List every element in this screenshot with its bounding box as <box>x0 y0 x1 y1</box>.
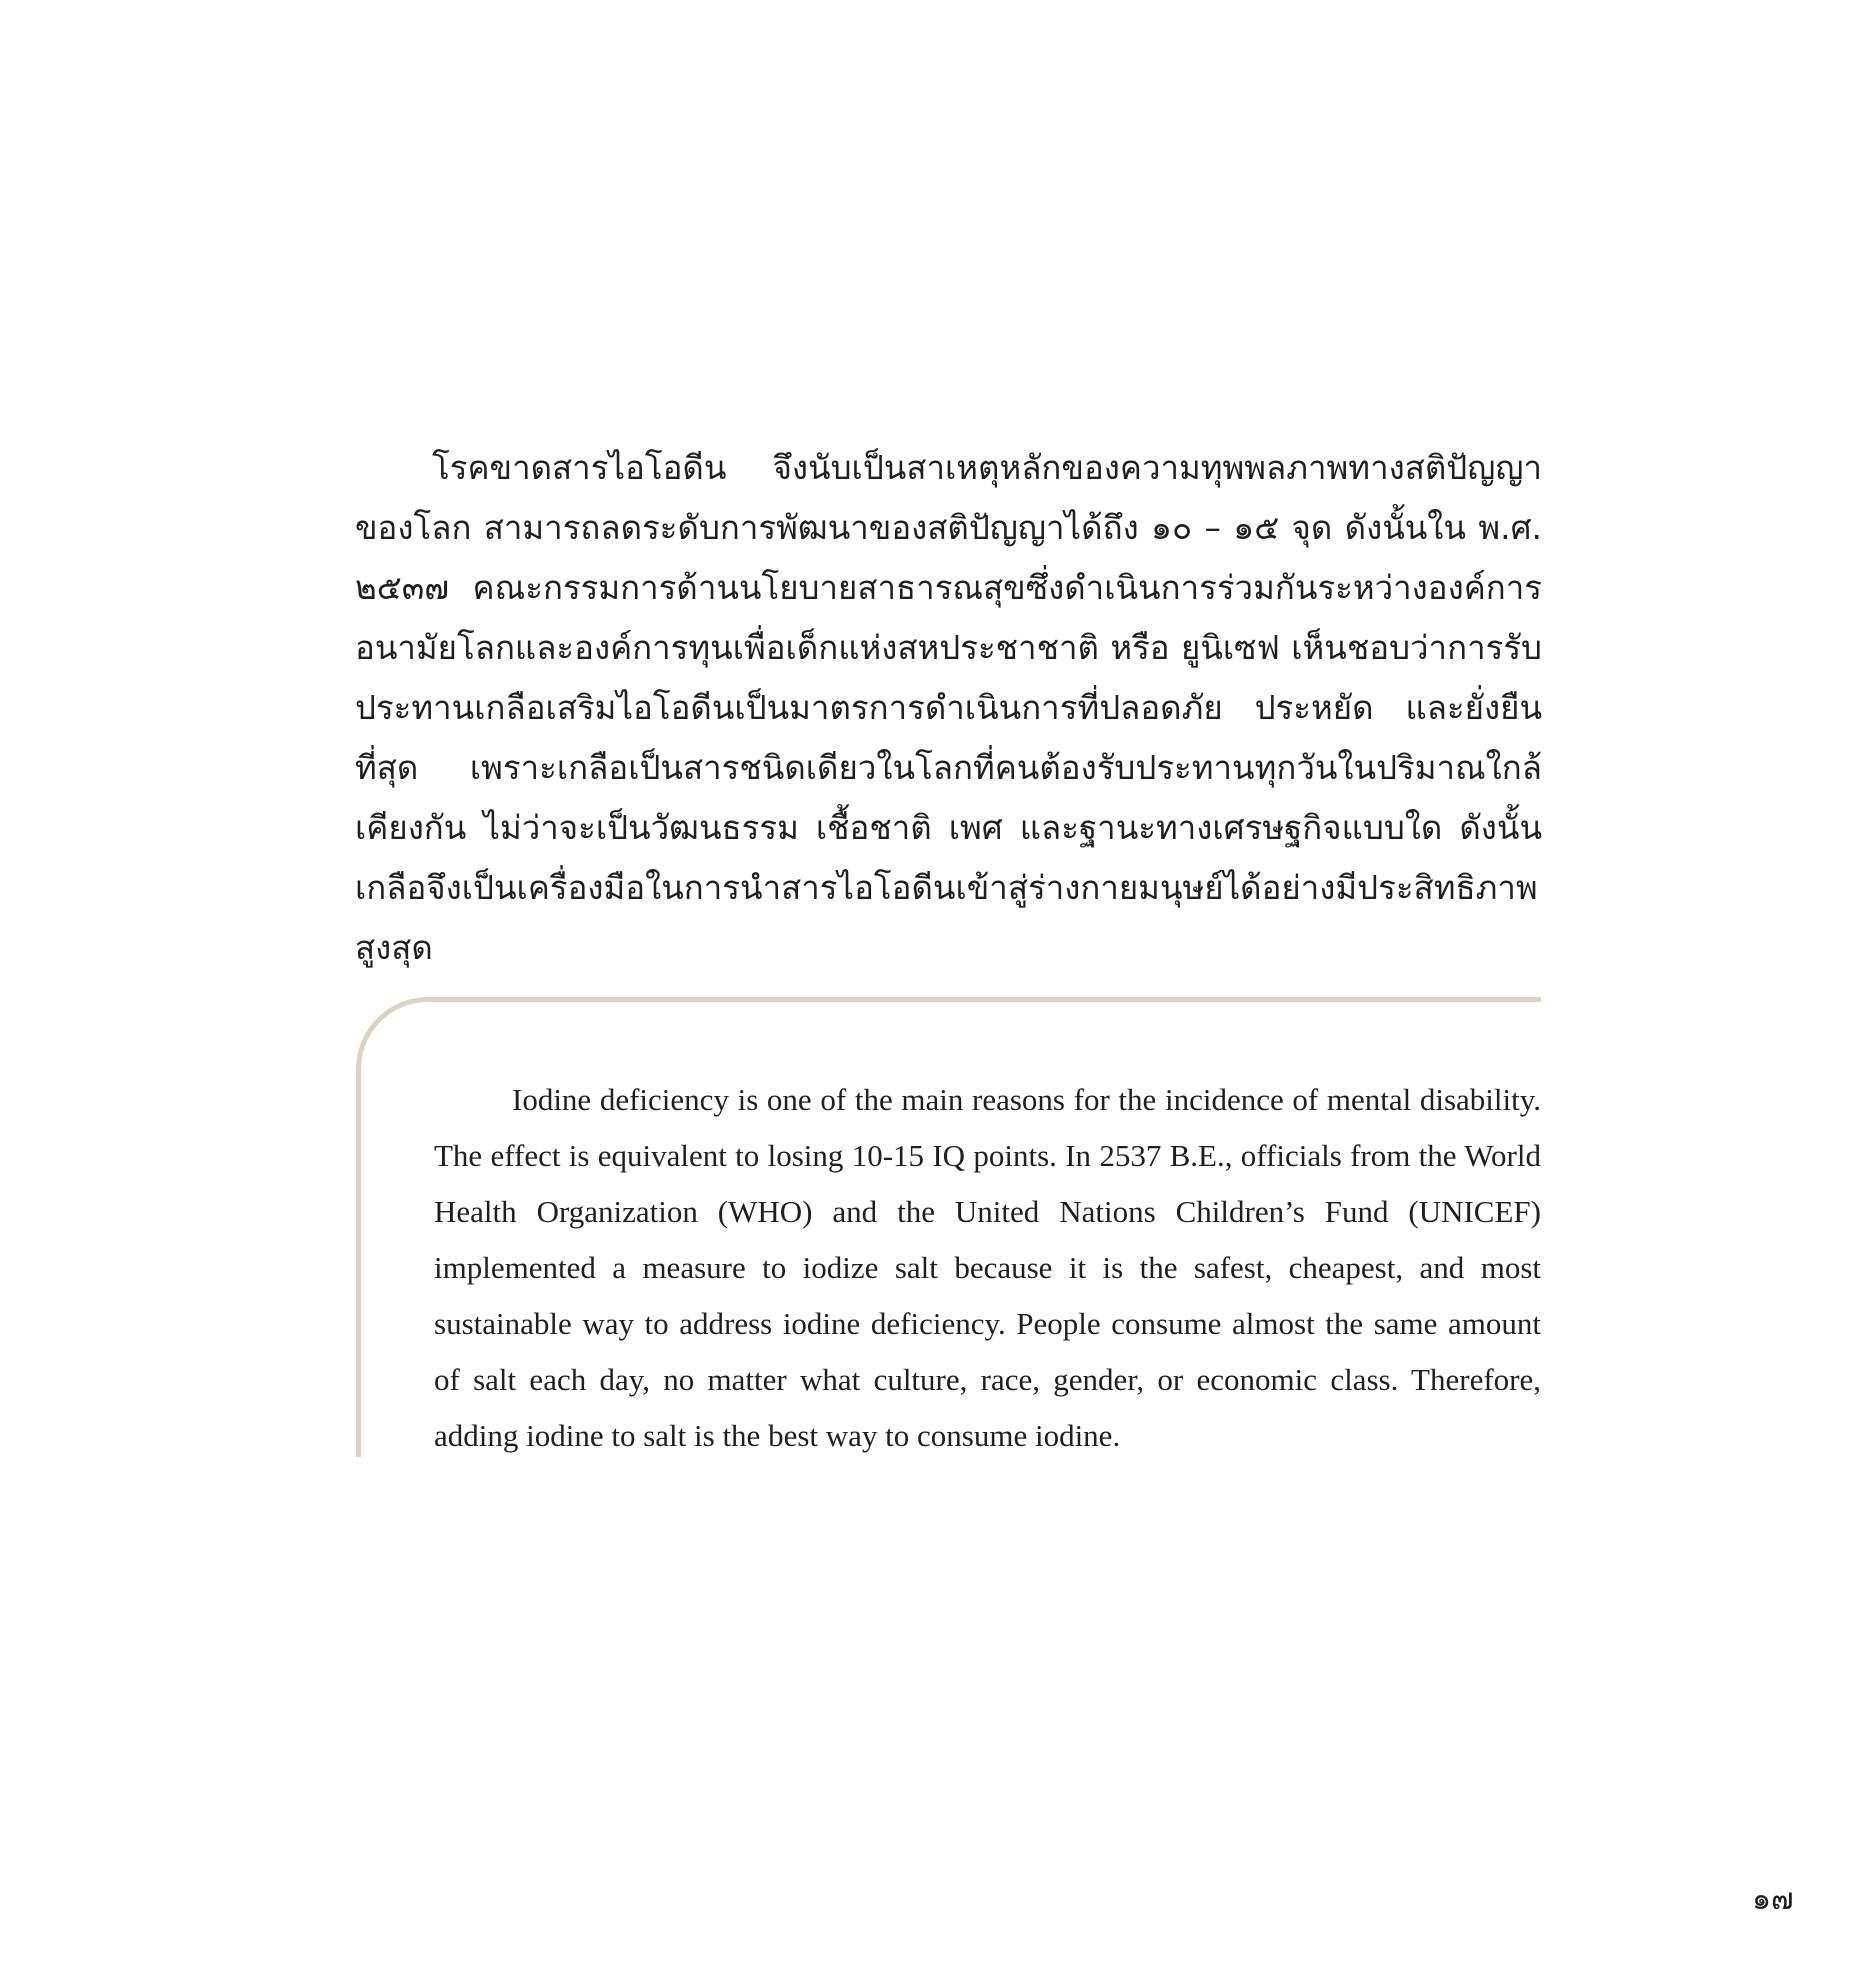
english-paragraph: Iodine deficiency is one of the main reasons for the incidence of mental disability. The effect is equivalent to losing 10-15 IQ points. In 2537 B.E., officials from the World Health Organization (WHO) and the United Nations Children’s Fund (UNICEF) implemented a measure to iodize salt because it is the safest, cheapest, and most sustainable way to address iodine deficiency. People consume almost the same amount of salt each day, no matter what culture, race, gender, or economic class. Therefore, adding iodine to salt is the best way to consume iodine. <box>434 1082 1541 1453</box>
thai-paragraph: โรคขาดสารไอโอดีน จึงนับเป็นสาเหตุหลักของความทุพพลภาพทางสติปัญญาของโลก สามารถลดระดับการพัฒนาของสติปัญญาได้ถึง ๑๐ – ๑๕ จุด ดังนั้นใน พ.ศ. ๒๕๓๗ คณะกรรมการด้านนโยบายสาธารณสุขซึ่งดำเนินการร่วมกันระหว่างองค์การอนามัยโลกและองค์การทุนเพื่อเด็กแห่งสหประชาชาติ หรือ ยูนิเซฟ เห็นชอบว่าการรับประทานเกลือเสริมไอโอดีนเป็นมาตรการดำเนินการที่ปลอดภัย ประหยัด และยั่งยืนที่สุด เพราะเกลือเป็นสารชนิดเดียวในโลกที่คนต้องรับประทานทุกวันในปริมาณใกล้เคียงกัน ไม่ว่าจะเป็นวัฒนธรรม เชื้อชาติ เพศ และฐานะทางเศรษฐกิจแบบใด ดังนั้นเกลือจึงเป็นเครื่องมือในการนำสารไอโอดีนเข้าสู่ร่างกายมนุษย์ได้อย่างมีประสิทธิภาพสูงสุด <box>355 448 1542 967</box>
page-number: ๑๗ <box>1752 1882 1794 1917</box>
